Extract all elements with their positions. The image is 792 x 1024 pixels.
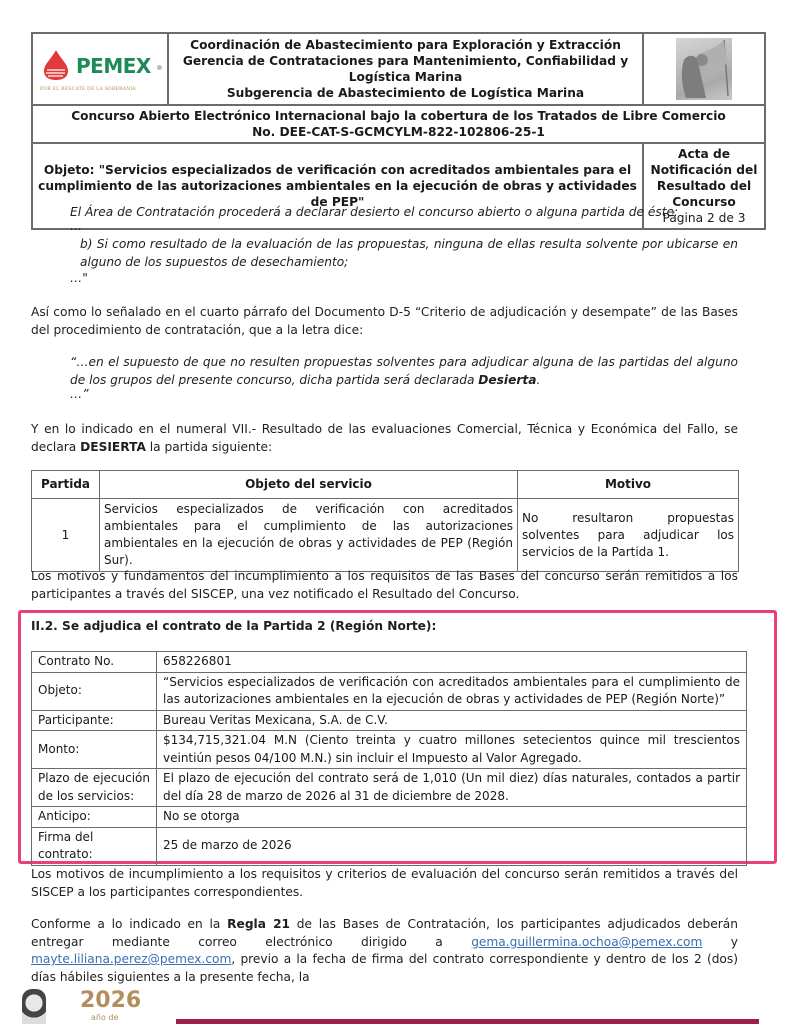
paragraph-vii-text: Y en lo indicado en el numeral VII.- Resultado de las evaluaciones Comercial, Técnica y Económica del Fallo, se declara xyxy=(31,422,738,454)
value-participante: Bureau Veritas Mexicana, S.A. de C.V. xyxy=(157,710,747,731)
value-objeto: “Servicios especializados de verificación con acreditados ambientales para el cumplimiento de las autorizaciones ambientales en la ejecución de obras y actividades de PEP (Región Norte)” xyxy=(157,672,747,710)
table-row xyxy=(32,769,747,807)
cell-objeto: Servicios especializados de verificación con acreditados ambientales para el cumplimiento de las autorizaciones ambientales en la ejecución de obras y actividades de PEP (Región Sur). xyxy=(100,499,518,572)
table-row xyxy=(32,710,747,731)
regla-text-a: Conforme a lo indicado en la xyxy=(31,917,228,931)
label-objeto: Objeto: xyxy=(32,672,157,710)
paragraph-d5: Así como lo señalado en el cuarto párrafo del Documento D-5 “Criterio de adjudicación y desempate” de las Bases del procedimiento de contratación, que a la letra dice: xyxy=(31,305,738,337)
ellipsis-close: …" xyxy=(70,271,88,285)
value-monto: $134,715,321.04 M.N (Ciento treinta y cuatro millones setecientos quince mil trescientos veintiún pesos 04/100 M.N.) sin incluir el Impuesto al Valor Agregado. xyxy=(157,731,747,769)
value-contrato: 658226801 xyxy=(157,652,747,673)
emblem-cell xyxy=(643,33,765,105)
page-indicator: Página 2 de 3 xyxy=(662,211,746,225)
desierta-bold: DESIERTA xyxy=(80,439,146,454)
pemex-eagle-drop-icon xyxy=(43,50,69,80)
regla-bold: Regla 21 xyxy=(227,917,291,931)
heroine-flag-emblem-icon xyxy=(676,38,732,100)
header-objeto: Objeto del servicio xyxy=(100,471,518,499)
label-firma: Firma del contrato: xyxy=(32,827,157,865)
table-row xyxy=(32,672,747,710)
paragraph-motivos-1: Los motivos y fundamentos del incumplimiento a los requisitos de las Bases del concurso serán remitidos a los participantes a través del SISCEP, una vez notificado el Resultado del Concurso. xyxy=(31,569,738,601)
email-link-2[interactable]: mayte.liliana.perez@pemex.com xyxy=(31,952,232,966)
document-header xyxy=(31,32,766,230)
quote1-intro: El Área de Contratación procederá a declarar desierto el concurso abierto o alguna partida de éste: xyxy=(70,205,679,219)
acta-title-2: Resultado del Concurso xyxy=(656,179,752,209)
partida-table xyxy=(31,470,739,572)
cell-motivo: No resultaron propuestas solventes para adjudicar los servicios de la Partida 1. xyxy=(518,499,739,572)
table-row xyxy=(32,499,739,572)
pemex-logo xyxy=(33,34,167,104)
acta-title-1: Acta de Notificación del xyxy=(650,147,758,177)
pemex-tagline: POR EL RESCATE DE LA SOBERANÍA xyxy=(40,87,136,92)
objeto-cell: Objeto: "Servicios especializados de verificación con acreditados ambientales para el cumplimiento de las autorizaciones ambientales en la ejecución de obras y actividades de PEP" xyxy=(32,143,643,229)
contract-table xyxy=(31,651,747,866)
registered-mark-icon xyxy=(157,65,162,70)
regla-text-c: y xyxy=(702,934,738,949)
header-partida: Partida xyxy=(32,471,100,499)
footer-bar xyxy=(176,1019,759,1024)
cell-partida: 1 xyxy=(32,499,100,572)
table-row xyxy=(32,652,747,673)
flag-figure-icon xyxy=(676,38,732,100)
concurso-cell xyxy=(32,105,765,143)
paragraph-vii-end: la partida siguiente: xyxy=(145,439,273,454)
table-row xyxy=(32,731,747,769)
header-title-1: Coordinación de Abastecimiento para Exploración y Extracción xyxy=(190,38,621,52)
header-title-3: Subgerencia de Abastecimiento de Logística Marina xyxy=(226,86,585,100)
regla-text-b: de las Bases de Contratación, los participantes adjudicados deberán entregar mediante correo electrónico dirigido a xyxy=(31,917,738,949)
section-title: II.2. Se adjudica el contrato de la Partida 2 (Región Norte): xyxy=(31,619,437,633)
quote2-end: . xyxy=(536,372,541,387)
concurso-number: No. DEE-CAT-S-GCMCYLM-822-102806-25-1 xyxy=(252,125,545,139)
header-motivo: Motivo xyxy=(518,471,739,499)
footer-year: 2026 xyxy=(80,988,142,1013)
quote2 xyxy=(70,354,738,389)
header-titles xyxy=(168,33,643,105)
table-row xyxy=(32,807,747,828)
value-anticipo: No se otorga xyxy=(157,807,747,828)
label-contrato: Contrato No. xyxy=(32,652,157,673)
label-monto: Monto: xyxy=(32,731,157,769)
quote2-close: …” xyxy=(70,387,89,401)
value-firma: 25 de marzo de 2026 xyxy=(157,827,747,865)
ellipsis-open: … xyxy=(70,219,83,233)
label-plazo: Plazo de ejecución de los servicios: xyxy=(32,769,157,807)
table-row xyxy=(32,827,747,865)
concurso-title: Concurso Abierto Electrónico Internacional bajo la cobertura de los Tratados de Libre Comercio xyxy=(71,109,726,123)
quote2-text: “…en el supuesto de que no resulten propuestas solventes para adjudicar alguna de las partidas del alguno de los grupos del presente concurso, dicha partida será declarada xyxy=(70,355,738,387)
quote2-bold: Desierta xyxy=(478,372,537,387)
header-title-2: Gerencia de Contrataciones para Mantenimiento, Confiabilidad y Logística Marina xyxy=(182,54,629,84)
partida-table-header xyxy=(32,471,739,499)
pemex-logo-cell xyxy=(32,33,168,105)
value-plazo: El plazo de ejecución del contrato será de 1,010 (Un mil diez) días naturales, contados a partir del día 28 de marzo de 2026 al 31 de diciembre de 2028. xyxy=(157,769,747,807)
paragraph-motivos-2: Los motivos de incumplimiento a los requisitos y criterios de evaluación del concurso serán remitidos a través del SISCEP a los participantes correspondientes. xyxy=(31,867,738,899)
regla-text-d: , previo a la fecha de firma del contrato correspondiente y dentro de los 2 (dos) días hábiles siguientes a la presente fecha, la xyxy=(31,952,738,984)
label-anticipo: Anticipo: xyxy=(32,807,157,828)
footer-portrait-icon xyxy=(22,989,46,1024)
email-link-1[interactable]: gema.guillermina.ochoa@pemex.com xyxy=(471,934,703,949)
footer-year-subtitle: año de xyxy=(91,1013,119,1022)
pemex-wordmark: PEMEX xyxy=(76,54,151,78)
quote1-item: b) Si como resultado de la evaluación de las propuestas, ninguna de ellas resulta solvente por ubicarse en alguno de los supuestos de desechamiento; xyxy=(80,237,738,269)
paragraph-vii xyxy=(31,421,738,456)
paragraph-regla-21 xyxy=(31,916,738,986)
label-participante: Participante: xyxy=(32,710,157,731)
